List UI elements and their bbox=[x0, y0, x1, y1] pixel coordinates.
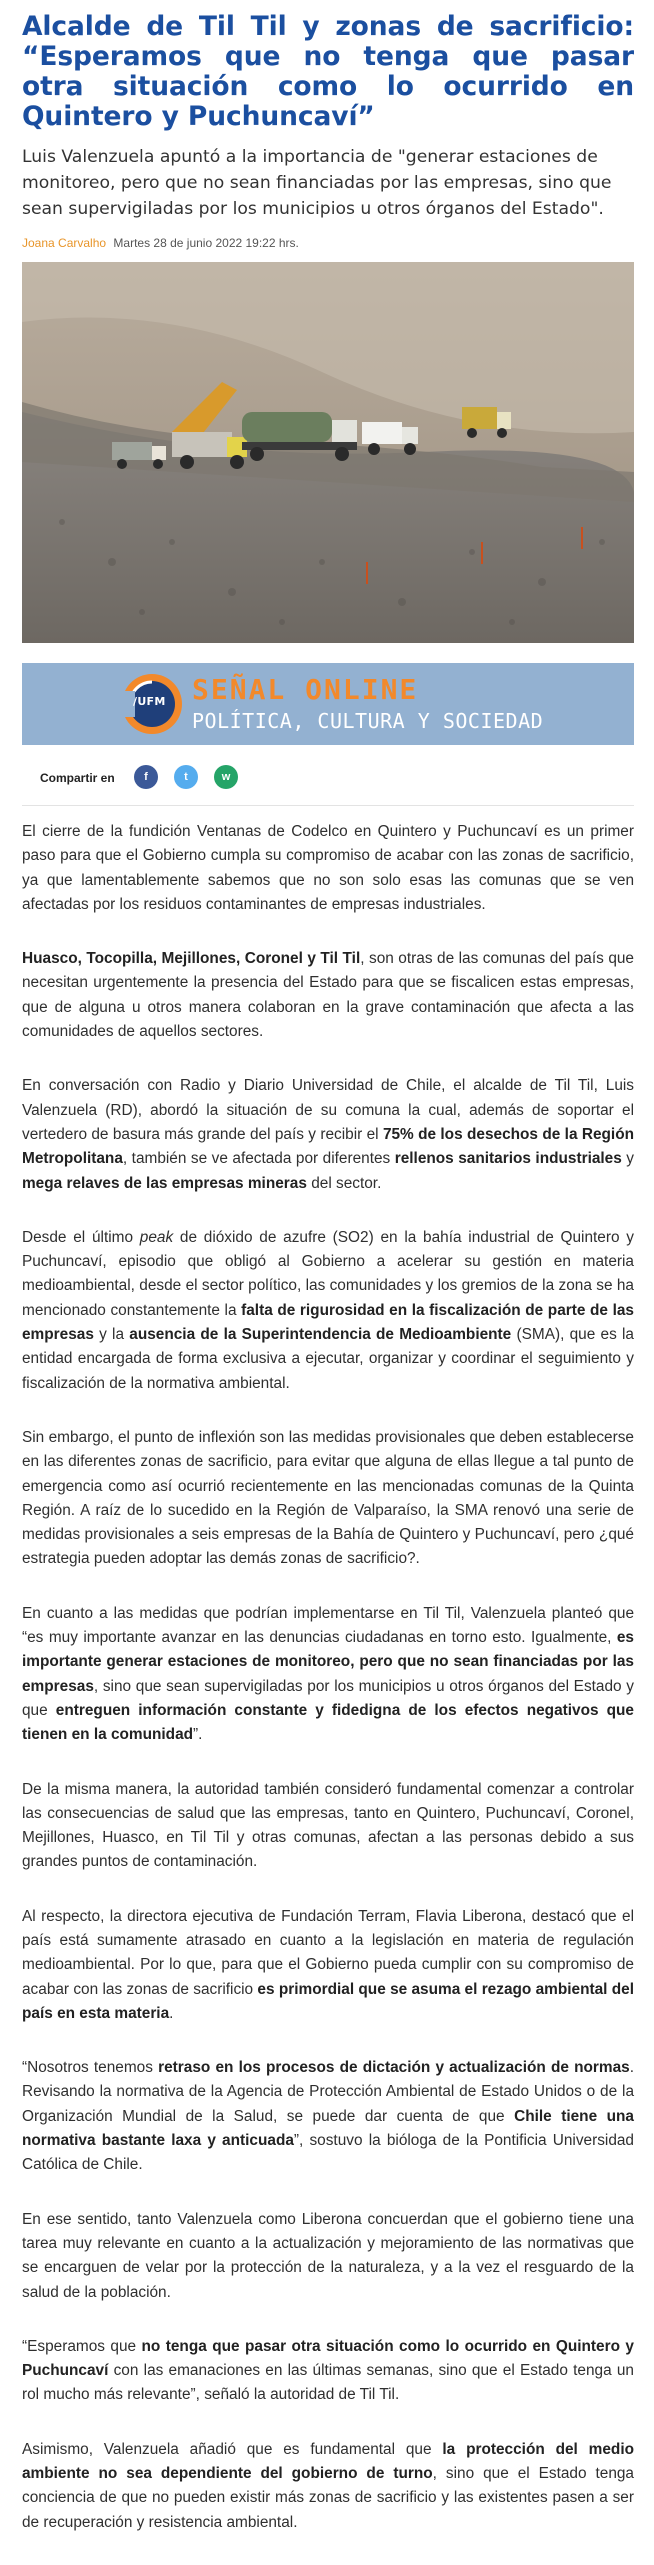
paragraph-8 bbox=[22, 1905, 634, 2026]
bold-run: es primordial que se asuma el rezago ambiental del país en esta materia bbox=[22, 1980, 634, 2022]
paragraph-7: De la misma manera, la autoridad también consideró fundamental comenzar a controlar las consecuencias de salud que las empresas, tanto en Quintero, Puchuncaví, Coronel, Mejillones, Huasco, en Til Til y otras comunas, afectan a las personas debido a sus grandes puntos de contaminación. bbox=[22, 1780, 634, 1871]
text-run: . Revisando la normativa de la Agencia de Protección Ambiental de Estado Unidos o de la Organización Mundial de la Salud, se puede dar cuenta de que bbox=[22, 2059, 634, 2125]
senal-online-banner[interactable] bbox=[22, 663, 634, 745]
paragraph-4 bbox=[22, 1226, 634, 1396]
text-run: y la bbox=[93, 1326, 130, 1344]
banner-logo-name: UFM bbox=[137, 695, 166, 708]
text-run: ”. bbox=[193, 1726, 203, 1744]
bold-run: no tenga que pasar otra situación como lo ocurrido en Quintero y Puchuncaví bbox=[22, 2337, 634, 2380]
paragraph-11 bbox=[22, 2335, 634, 2408]
publish-date: Martes 28 de junio 2022 19:22 hrs. bbox=[113, 236, 299, 250]
share-label: Compartir en bbox=[40, 771, 115, 785]
facebook-icon: f bbox=[144, 771, 148, 783]
paragraph-6 bbox=[22, 1602, 634, 1748]
paragraph-3 bbox=[22, 1074, 634, 1195]
text-run: con las emanaciones en las últimas semanas, sino que el Estado tenga un rol mucho más relevante”, señaló la autoridad de Til Til. bbox=[22, 2362, 634, 2404]
text-run: de dióxido de azufre (SO2) en la bahía industrial de Quintero y Puchuncaví, episodio que obligó al Gobierno a acelerar su gestión en materia medioambiental, desde el sector político, las comunidades y los gremios de la zona se ha mencionado constantemente la bbox=[22, 1228, 634, 1319]
text-run: . bbox=[169, 2004, 174, 2022]
banner-logo-text bbox=[133, 695, 166, 708]
bold-run: mega relaves de las empresas mineras bbox=[22, 1174, 307, 1192]
facebook-share-button[interactable] bbox=[134, 765, 158, 789]
whatsapp-share-button[interactable] bbox=[214, 765, 238, 789]
text-run: Desde el último bbox=[22, 1228, 140, 1246]
banner-logo-prefix: / bbox=[133, 695, 138, 708]
text-run: (SMA), que es la entidad encargada de forma exclusiva a ejecutar, organizar y coordinar el seguimiento y fiscalización de la normativa ambiental. bbox=[22, 1326, 634, 1392]
paragraph-10: En ese sentido, tanto Valenzuela como Liberona concuerdan que el gobierno tiene una tarea muy relevante en cuanto a la actualización y mejoramiento de las normativas que se encarguen de velar por la protección de la naturaleza, y a la vez el resguardo de la salud de la población. bbox=[22, 2210, 634, 2301]
text-run: ”, sostuvo la bióloga de la Pontificia Universidad Católica de Chile. bbox=[22, 2132, 634, 2174]
bold-run: la protección del medio ambiente no sea dependiente del gobierno de turno bbox=[22, 2440, 634, 2483]
bold-run: rellenos sanitarios industriales bbox=[394, 1150, 622, 1168]
paragraph-9 bbox=[22, 2056, 634, 2177]
text-run: “Nosotros tenemos bbox=[22, 2059, 159, 2077]
article-meta bbox=[22, 236, 634, 250]
text-run: Al respecto, la directora ejecutiva de Fundación Terram, Flavia Liberona, destacó que el país está sumamente atrasado en cuanto a la legislación en materia de regulación medioambiental. Por lo que, para que el Gobierno pueda cumplir con su compromiso de acabar con las zonas de sacrificio bbox=[22, 1907, 634, 1998]
text-run: y bbox=[621, 1150, 634, 1168]
share-bar bbox=[22, 765, 634, 806]
text-run: “Esperamos que bbox=[22, 2337, 142, 2355]
article-lead: Luis Valenzuela apuntó a la importancia de "generar estaciones de monitoreo, pero que no sean financiadas por las empresas, sino que sean supervigiladas por los municipios u otros órganos del Estado". bbox=[22, 147, 612, 219]
bold-run: es importante generar estaciones de monitoreo, pero que no sean financiadas por las empresas bbox=[22, 1629, 634, 1695]
landfill-photo bbox=[22, 262, 634, 643]
bold-run: falta de rigurosidad en la fiscalización de parte de las empresas bbox=[22, 1301, 634, 1344]
text-run: Asimismo, Valenzuela añadió que es fundamental que bbox=[22, 2440, 443, 2458]
bold-run: ausencia de la Superintendencia de Medioambiente bbox=[129, 1326, 512, 1344]
text-run: , también se ve afectada por diferentes bbox=[122, 1150, 395, 1168]
text-run: del sector. bbox=[306, 1174, 382, 1192]
article-title: Alcalde de Til Til y zonas de sacrificio: “Esperamos que no tenga que pasar otra situación como lo ocurrido en Quintero y Puchuncaví” bbox=[22, 11, 634, 132]
article-body bbox=[22, 820, 634, 2535]
text-run: , sino que sean supervigiladas por los municipios u otros órganos del Estado y que bbox=[22, 1677, 634, 1719]
article bbox=[22, 0, 634, 2565]
bold-run: 75% de los desechos de la Región Metropolitana bbox=[22, 1125, 635, 1168]
italic-run: peak bbox=[139, 1228, 174, 1246]
bold-run: Huasco, Tocopilla, Mejillones, Coronel y Til Til bbox=[22, 950, 361, 968]
bold-run: retraso en los procesos de dictación y actualización de normas bbox=[158, 2059, 630, 2077]
banner-line1: SEÑAL ONLINE bbox=[192, 673, 419, 706]
bold-run: entreguen información constante y fidedigna de los efectos negativos que tienen en la comunidad bbox=[22, 1701, 634, 1744]
banner-line2: POLÍTICA, CULTURA Y SOCIEDAD bbox=[192, 709, 544, 733]
paragraph-12 bbox=[22, 2438, 634, 2535]
author-link[interactable]: Joana Carvalho bbox=[22, 236, 107, 250]
twitter-share-button[interactable] bbox=[174, 765, 198, 789]
text-run: , son otras de las comunas del país que necesitan urgentemente la presencia del Estado para que se fiscalicen estas empresas, que de alguna u otros manera colaboran en la grave contaminación que afecta a las comunidades de aquellos sectores. bbox=[22, 950, 634, 1041]
whatsapp-icon: w bbox=[221, 771, 231, 783]
paragraph-2 bbox=[22, 947, 634, 1044]
bold-run: Chile tiene una normativa bastante laxa y anticuada bbox=[22, 2107, 634, 2150]
twitter-icon: t bbox=[184, 771, 188, 783]
paragraph-5: Sin embargo, el punto de inflexión son las medidas provisionales que deben establecerse en las diferentes zonas de sacrificio, para evitar que alguna de ellas llegue a tal punto de emergencia como así ocurrió recientemente en las mencionadas comunas de la Quinta Región. A raíz de lo sucedido en la Región de Valparaíso, la SMA renovó una serie de medidas provisionales a seis empresas de la Bahía de Quintero y Puchuncaví, pero ¿qué estrategia pueden adoptar las demás zonas de sacrificio?. bbox=[22, 1428, 634, 1568]
text-run: , sino que el Estado tenga conciencia de que no pueden existir más zonas de sacrificio y las existentes pasen a ser de recuperación y resistencia ambiental. bbox=[22, 2465, 634, 2531]
text-run: En cuanto a las medidas que podrían implementarse en Til Til, Valenzuela planteó que “es muy importante avanzar en las denuncias ciudadanas en torno esto. Igualmente, bbox=[22, 1604, 634, 1647]
text-run: En conversación con Radio y Diario Universidad de Chile, el alcalde de Til Til, Luis Valenzuela (RD), abordó la situación de su comuna la cual, además de soportar el vertedero de basura más grande del país y recibir el bbox=[22, 1077, 634, 1143]
paragraph-1: El cierre de la fundición Ventanas de Codelco en Quintero y Puchuncaví es un primer paso para que el Gobierno cumpla su compromiso de acabar con las zonas de sacrificio, ya que lamentablemente sabemos que no son solo esas las comunas que se ven afectadas por los residuos contaminantes de empresas industriales. bbox=[22, 823, 634, 913]
